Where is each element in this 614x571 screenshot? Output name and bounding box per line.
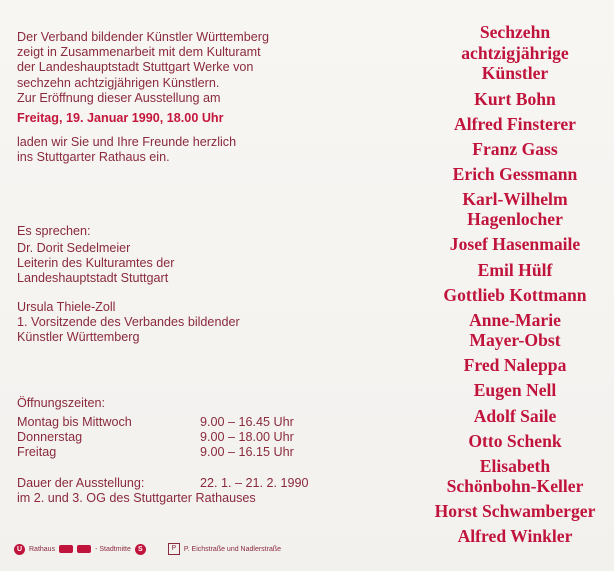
footer-directions (14, 542, 281, 556)
title-line: Sechzehn (479, 22, 551, 42)
hours-row (17, 445, 294, 460)
intro-line: Zur Eröffnung dieser Ausstellung am (17, 90, 221, 105)
hours-day: Montag bis Mittwoch (17, 415, 132, 429)
artist-entry (420, 285, 610, 306)
hours-row (17, 430, 294, 445)
artist-entry (420, 139, 610, 160)
intro-text (17, 30, 269, 106)
artist-entry (420, 310, 610, 351)
artist-entry (420, 456, 610, 497)
artist-name: Otto Schenk (468, 430, 562, 451)
hours-day: Donnerstag (17, 430, 83, 444)
artist-entry (420, 380, 610, 401)
artist-name: Franz Gass (472, 138, 558, 159)
invite-line: ins Stuttgarter Rathaus ein. (17, 150, 170, 165)
intro-line: sechzehn achtzigjährigen Künstlern. (17, 75, 220, 90)
speaker-line: Künstler Württemberg (17, 330, 140, 345)
artist-entry (420, 260, 610, 281)
intro-line: zeigt in Zusammenarbeit mit dem Kulturamt (17, 45, 261, 60)
artist-name: Hagenlocher (467, 209, 563, 230)
tram-icon (59, 545, 73, 553)
artist-list-title (420, 22, 610, 84)
artist-entry (420, 501, 610, 522)
parking-icon: P (168, 543, 180, 555)
artist-name: Adolf Saile (473, 405, 557, 426)
parking-label: P. Eichstraße und Nadlerstraße (183, 545, 282, 553)
artist-names (420, 89, 610, 547)
artist-name: Alfred Finsterer (454, 113, 576, 134)
u-bahn-icon: U (14, 544, 25, 555)
speaker-line: 1. Vorsitzende des Verbandes bildender (17, 315, 240, 330)
speaker-line: Landeshauptstadt Stuttgart (17, 271, 169, 286)
artist-list (420, 22, 610, 552)
title-line: Künstler (481, 63, 549, 83)
bus-icon (77, 545, 91, 553)
opening-date (17, 111, 224, 126)
intro-line: Der Verband bildender Künstler Württemberg (17, 30, 270, 44)
hours-time: 9.00 – 18.00 Uhr (200, 430, 294, 444)
hours-heading (17, 396, 105, 411)
title-line: achtzigjährige (461, 42, 569, 63)
artist-entry (420, 406, 610, 427)
artist-entry (420, 355, 610, 376)
artist-name: Gottlieb Kottmann (443, 284, 587, 305)
speaker-line: Dr. Dorit Sedelmeier (17, 241, 131, 255)
artist-name: Josef Hasenmaile (449, 234, 581, 255)
hours-time: 9.00 – 16.45 Uhr (200, 415, 294, 429)
artist-entry (420, 431, 610, 452)
artist-name: Fred Naleppa (463, 355, 567, 376)
hours-row (17, 415, 294, 430)
artist-name: Anne-Marie (469, 309, 561, 330)
rathaus-label: Rathaus (29, 545, 56, 553)
artist-entry (420, 234, 610, 255)
hours-time: 9.00 – 16.15 Uhr (200, 445, 294, 459)
s-bahn-icon: S (135, 544, 146, 555)
artist-entry (420, 89, 610, 110)
artist-entry (420, 189, 610, 230)
intro-line: der Landeshauptstadt Stuttgart Werke von (17, 60, 254, 75)
speaker-line: Ursula Thiele-Zoll (17, 300, 116, 314)
opening-date-text: Freitag, 19. Januar 1990, 18.00 Uhr (17, 111, 224, 125)
artist-name: Elisabeth (479, 455, 551, 476)
artist-name: Horst Schwamberger (434, 501, 596, 522)
invite-line: laden wir Sie und Ihre Freunde herzlich (17, 135, 237, 149)
artist-entry (420, 114, 610, 135)
hours-day: Freitag (17, 445, 57, 459)
speaker-line: Leiterin des Kulturamtes der (17, 256, 175, 271)
speaker-2 (17, 300, 240, 346)
artist-entry (420, 164, 610, 185)
artist-name: Mayer-Obst (469, 330, 561, 351)
duration-row (17, 476, 309, 491)
artist-name: Schönbohn-Keller (446, 476, 584, 497)
artist-name: Eugen Nell (473, 380, 557, 401)
artist-name: Kurt Bohn (474, 88, 556, 109)
stadtmitte-label: - Stadtmitte (95, 545, 131, 553)
location-text: im 2. und 3. OG des Stuttgarter Rathauses (17, 491, 256, 505)
invite-text (17, 135, 236, 165)
speaker-1 (17, 241, 175, 287)
speakers-heading-text: Es sprechen: (17, 224, 91, 238)
duration-label: Dauer der Ausstellung: (17, 476, 145, 490)
duration-value: 22. 1. – 21. 2. 1990 (200, 476, 309, 490)
artist-name: Emil Hülf (477, 259, 553, 280)
hours-heading-text: Öffnungszeiten: (17, 396, 105, 410)
artist-entry (420, 526, 610, 547)
artist-name: Alfred Winkler (457, 526, 573, 547)
artist-name: Karl-Wilhelm (462, 188, 568, 209)
location-row (17, 491, 256, 506)
speakers-heading (17, 224, 91, 239)
artist-name: Erich Gessmann (452, 163, 578, 184)
